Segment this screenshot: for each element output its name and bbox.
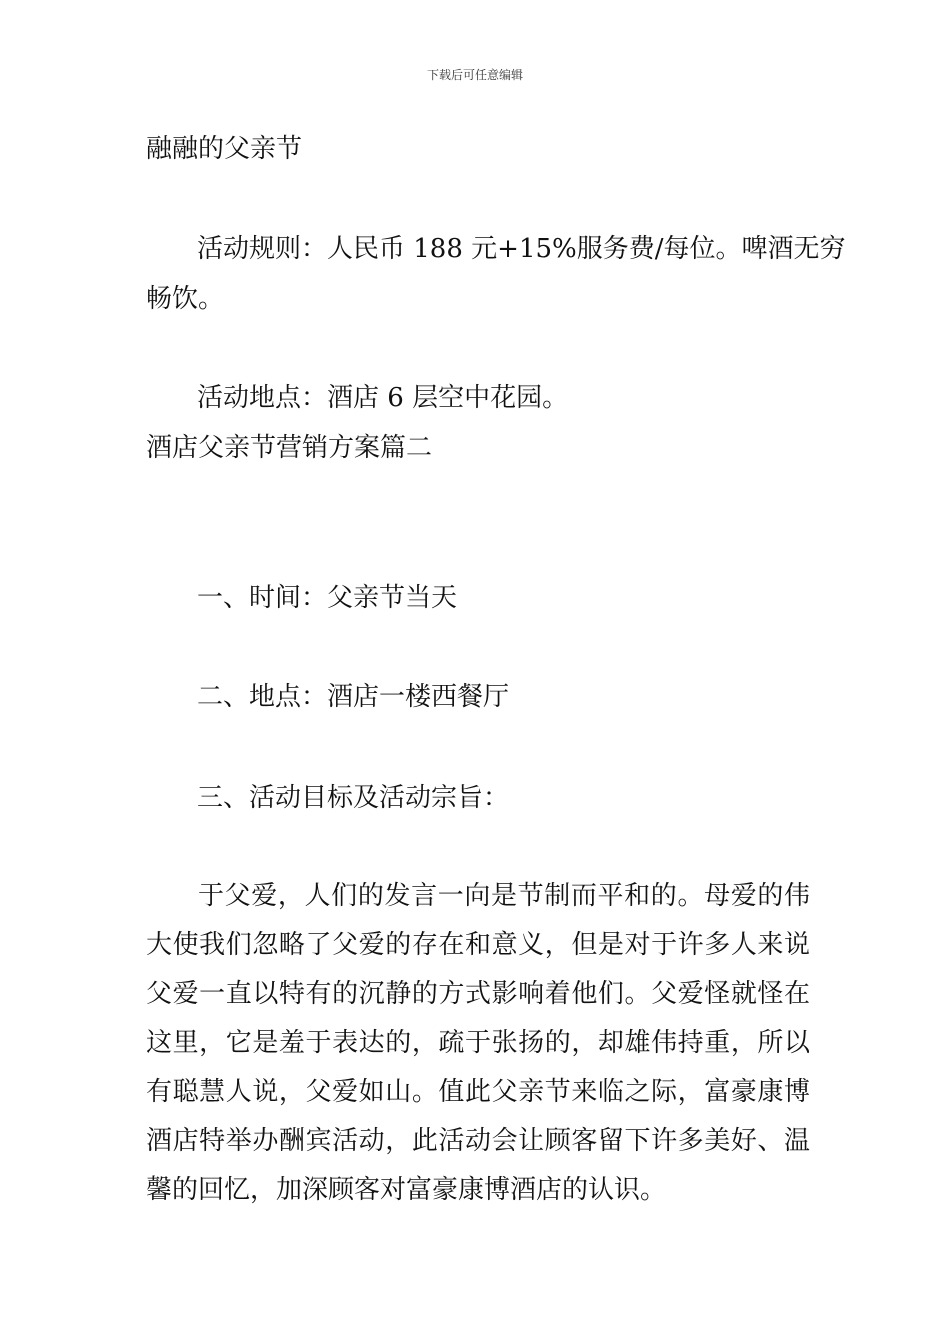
text-line-title: 融融的父亲节 bbox=[146, 134, 303, 164]
body-paragraph: 于父爱，人们的发言一向是节制而平和的。母爱的伟大使我们忽略了父爱的存在和意义，但是对于许多人来说父爱一直以特有的沉静的方式影响着他们。父爱怪就怪在这里，它是羞于表达的，疏于张扬的，却雄伟持重，所以有聪慧人说，父爱如山。值此父亲节来临之际，富豪康博酒店特举办酬宾活动，此活动会让顾客留下许多美好、温馨的回忆，加深顾客对富豪康博酒店的认识。 bbox=[146, 881, 810, 1205]
location-line: 活动地点：酒店 6 层空中花园。 bbox=[197, 383, 569, 413]
list-item-time: 一、时间：父亲节当天 bbox=[197, 583, 458, 613]
header-note: 下载后可任意编辑 bbox=[426, 68, 523, 82]
section-title: 酒店父亲节营销方案篇二 bbox=[146, 433, 433, 463]
rules-line: 活动规则：人民币 188 元+15%服务费/每位。啤酒无穷 bbox=[197, 234, 846, 264]
list-item-goals: 三、活动目标及活动宗旨： bbox=[197, 783, 510, 813]
rules-line-continued: 畅饮。 bbox=[146, 284, 225, 314]
list-item-location: 二、地点：酒店一楼西餐厅 bbox=[197, 682, 510, 712]
